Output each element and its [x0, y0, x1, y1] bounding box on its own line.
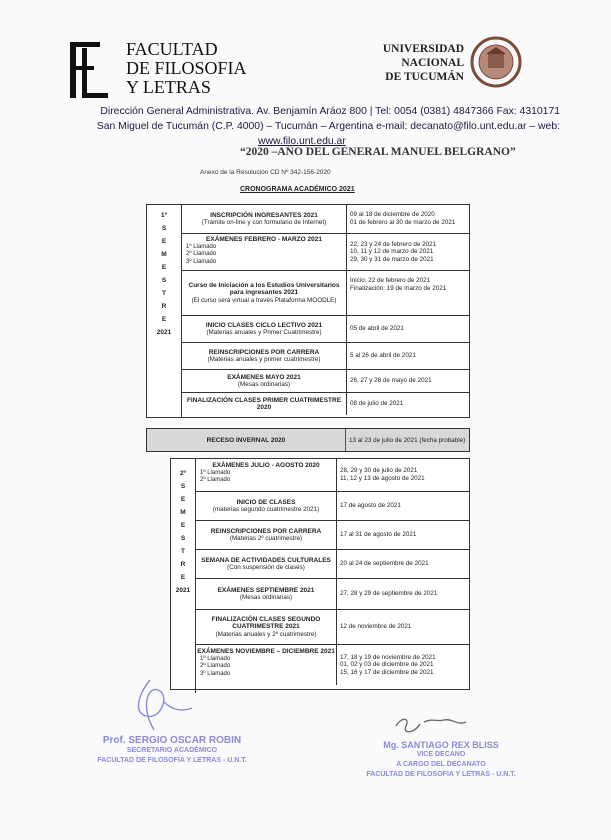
row-subtitle: (Materias anuales y primer cuatrimestre) [207, 356, 321, 363]
row-subtitle: (Trámite on-line y con formulario de Internet) [201, 219, 327, 226]
sem-label-char: E [161, 264, 167, 271]
row-date: 05 de abril de 2021 [350, 325, 404, 333]
left-signature-stamp [84, 736, 260, 766]
table-row [196, 492, 469, 521]
row-subtitle: (Materias 2º cuatrimestre) [229, 535, 303, 542]
table-row [196, 645, 469, 685]
faculty-title [126, 40, 247, 97]
row-date: 11, 12 y 13 de agosto de 2021 [340, 475, 425, 482]
row-date: 01 de febrero al 30 de marzo de 2021 [350, 219, 456, 226]
row-date: 5 al 26 de abril de 2021 [350, 352, 416, 360]
signer-role: SECRETARIO ACADÉMICO [126, 747, 218, 754]
row-subtitle: (materias segundo cuatrimestre 2021) [212, 506, 320, 513]
table-row [182, 393, 469, 415]
row-date: 20 al 24 de septiembre de 2021 [340, 560, 429, 568]
row-date: 10, 11 y 12 de marzo de 2021 [350, 248, 434, 256]
table-row [182, 205, 469, 234]
table-row [182, 234, 469, 271]
row-date: 27, 28 y 29 de septiembre de 2021 [340, 590, 438, 598]
resolution-annex: Anexo de la Resolución CD Nº 342-156-2020 [200, 169, 331, 176]
row-date: 15, 16 y 17 de diciembre de 2021 [340, 668, 434, 676]
sem-label-char: 2º [180, 470, 186, 477]
semester1-label [147, 205, 182, 417]
faculty-logo-icon [68, 40, 110, 100]
row-title: REINSCRIPCIONES POR CARRERA [210, 527, 322, 535]
table-row [196, 610, 469, 645]
university-line: DE TUCUMÁN [385, 71, 464, 83]
university-line: NACIONAL [401, 57, 464, 69]
address-web-line: www.filo.unt.edu.ar [258, 136, 346, 147]
semester2-label [171, 459, 196, 693]
row-date: 12 de noviembre de 2021 [340, 623, 412, 631]
sem-label-char: S [180, 535, 186, 542]
receso-dates: 13 al 23 de julio de 2021 (fecha probable) [349, 436, 466, 444]
signer-role-detail: A CARGO DEL DECANATO [396, 761, 486, 768]
faculty-line: FACULTAD [126, 39, 218, 59]
sem-label-char: E [161, 238, 167, 245]
signer-name: Mg. SANTIAGO REX BLISS [383, 740, 499, 750]
row-date: 28, 29 y 30 de julio de 2021 [340, 467, 418, 475]
right-signature-stamp [356, 740, 526, 780]
row-title: EXÁMENES FEBRERO - MARZO 2021 [206, 236, 322, 243]
sem-label-char: M [161, 251, 167, 258]
sem-label-char: 2021 [156, 329, 172, 336]
left-signature-icon [110, 672, 210, 742]
signer-name: Prof. SERGIO OSCAR ROBIN [102, 735, 242, 746]
semester1-table [146, 204, 470, 418]
llamado-label: 3º Llamado [186, 258, 217, 265]
sem-label-char: R [161, 303, 167, 310]
receso-row [146, 428, 470, 452]
faculty-line: Y LETRAS [126, 77, 211, 97]
sem-label-char: S [161, 225, 167, 232]
row-date: 08 de julio de 2021 [350, 400, 404, 408]
table-row [182, 370, 469, 393]
sem-label-char: T [181, 548, 185, 555]
sem-label-char: S [180, 483, 186, 490]
semester2-rows [196, 459, 469, 689]
table-row [196, 579, 469, 610]
row-subtitle: (Materias anuales y Primer Cuatrimestre) [206, 329, 322, 336]
row-subtitle: (Mesas ordinarias) [237, 381, 291, 388]
signer-role: VICE DECANO [416, 751, 466, 758]
table-row [196, 459, 469, 492]
sem-label-char: 1º [161, 212, 167, 219]
table-row [182, 316, 469, 343]
sem-label-char: E [161, 316, 167, 323]
table-row [196, 521, 469, 550]
cronograma-title: CRONOGRAMA ACADÉMICO 2021 [240, 186, 355, 193]
semester2-table [170, 458, 470, 690]
table-row [182, 343, 469, 370]
right-signature-icon [392, 712, 472, 740]
sem-label-char: M [180, 509, 186, 516]
row-subtitle: (Mesas ordinarias) [239, 594, 293, 601]
semester1-rows [182, 205, 469, 417]
row-date: 17 de agosto de 2021 [340, 502, 401, 510]
sem-label-char: E [180, 522, 186, 529]
sem-label-char: E [180, 496, 186, 503]
year-motto: “2020 –AÑO DEL GENERAL MANUEL BELGRANO” [240, 146, 516, 158]
row-subtitle: (Materias anuales y 2º cuatrimestre) [215, 630, 317, 638]
row-title: EXÁMENES MAYO 2021 [227, 373, 301, 381]
row-title: FINALIZACIÓN CLASES PRIMER CUATRIMESTRE 2020 [186, 396, 342, 411]
row-date: 26, 27 y 28 de mayo de 2021 [350, 377, 432, 385]
sem-label-char: S [161, 277, 167, 284]
sem-label-char: R [180, 561, 186, 568]
sem-label-char: E [180, 574, 186, 581]
row-title: INSCRIPCIÓN INGRESANTES 2021 [210, 211, 318, 219]
faculty-line: DE FILOSOFIA [126, 58, 247, 78]
address-line: Dirección General Administrativa. Av. Benjamín Aráoz 800 | Tel: 0054 (0381) 4847366 Fax: 4310171 [100, 106, 560, 117]
row-title: INICIO CLASES CICLO LECTIVO 2021 [205, 321, 323, 329]
row-date: 17 al 31 de agosto de 2021 [340, 531, 417, 539]
address-block [0, 104, 560, 149]
row-title: INICIO DE CLASES [236, 498, 296, 506]
row-title: REINSCRIPCIONES POR CARRERA [208, 348, 320, 356]
signer-org: FACULTAD DE FILOSOFIA Y LETRAS - U.N.T. [366, 771, 516, 778]
row-title: Curso de Iniciación a los Estudios Universitarios para ingresantes 2021 [188, 281, 340, 297]
table-row [196, 550, 469, 579]
llamado-label: 2º Llamado [186, 251, 217, 257]
llamado-label: 1º Llamado [200, 469, 231, 476]
row-subtitle: (Con suspensión de clases) [227, 564, 305, 571]
row-date: Inicio: 22 de febrero de 2021 [350, 277, 431, 284]
signer-org: FACULTAD DE FILOSOFÍA Y LETRAS - U.N.T. [97, 757, 247, 764]
llamado-label: 2º Llamado [200, 663, 231, 669]
row-title: FINALIZACIÓN CLASES SEGUNDO CUATRIMESTRE 2021 [211, 615, 321, 631]
row-date: 09 al 18 de diciembre de 2020 [350, 211, 435, 219]
row-date: 29, 30 y 31 de marzo de 2021 [350, 255, 434, 263]
table-row [182, 271, 469, 316]
row-date: 22, 23 y 24 de febrero de 2021 [350, 240, 437, 248]
llamado-label: 1º Llamado [186, 243, 217, 250]
row-title: EXÁMENES JULIO - AGOSTO 2020 [212, 462, 320, 469]
university-seal-icon [470, 36, 522, 88]
row-title: SEMANA DE ACTIVIDADES CULTURALES [201, 556, 331, 564]
university-line: UNIVERSIDAD [382, 43, 464, 55]
row-title: EXÁMENES NOVIEMBRE – DICIEMBRE 2021 [197, 648, 335, 655]
address-line: San Miguel de Tucumán (C.P. 4000) – Tucumán – Argentina e-mail: decanato@filo.unt.edu.ar – web: [96, 121, 560, 132]
row-subtitle: (El curso será virtual a través Plataforma MOODLE) [191, 296, 337, 304]
row-title: EXÁMENES SEPTIEMBRE 2021 [217, 586, 315, 594]
receso-label: RECESO INVERNAL 2020 [147, 429, 346, 451]
llamado-label: 1º Llamado [200, 655, 231, 662]
row-date: Finalización: 19 de marzo de 2021 [350, 284, 447, 292]
llamado-label: 3º Llamado [200, 670, 231, 677]
sem-label-char: T [162, 290, 166, 297]
sem-label-char: 2021 [175, 587, 191, 594]
row-date: 17, 18 y 19 de noviembre de 2021 [340, 653, 436, 661]
university-name [360, 42, 464, 84]
llamado-label: 2º Llamado [200, 477, 231, 483]
row-date: 01, 02 y 03 de diciembre de 2021 [340, 661, 434, 669]
